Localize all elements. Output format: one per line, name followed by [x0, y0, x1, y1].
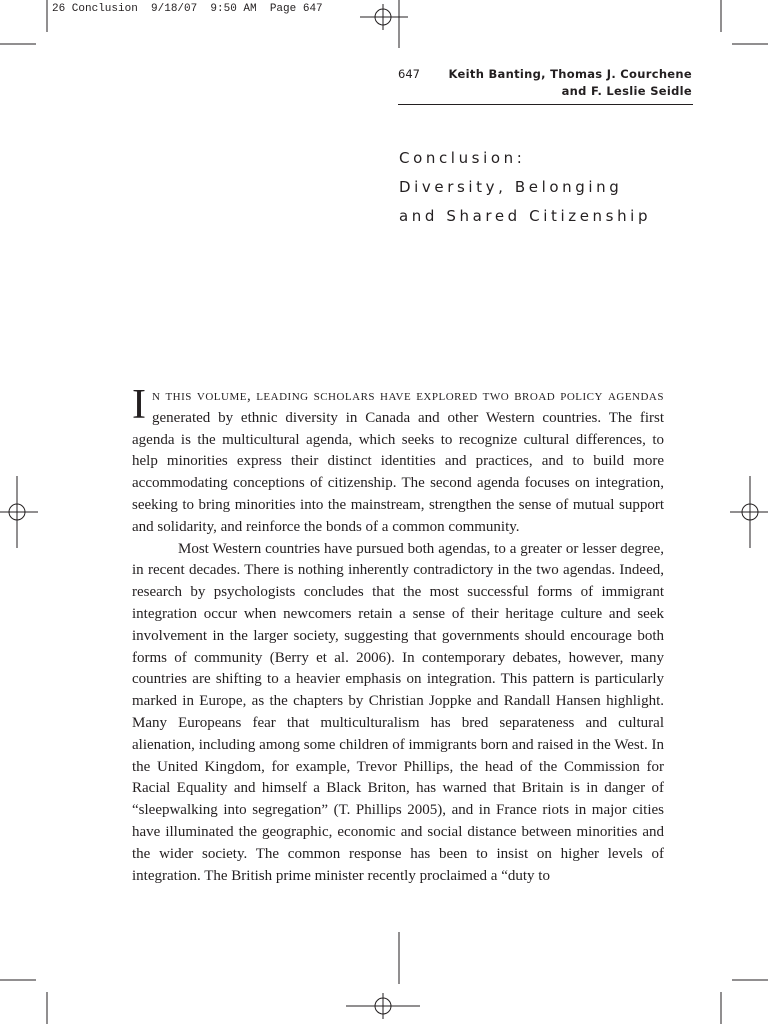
body-text [132, 382, 664, 887]
running-head-authors-line2: and F. Leslie Seidle [561, 84, 692, 98]
paragraph-2: Most Western countries have pursued both agendas, to a greater or lesser degree, in recent decades. There is nothing inherently contradictory in the two agendas. Indeed, research by psychologists concludes that the most successful forms of immigrant integration occur when newcomers retain a sense of their heritage culture and seek involvement in the larger society, suggesting that governments should encourage both forms of community (Berry et al. 2006). In contemporary debates, however, many countries are shifting to a heavier emphasis on integration. This pattern is particularly marked in Europe, as the chapters by Christian Joppke and Randall Hansen highlight. Many Europeans fear that multiculturalism has bred separateness and cultural alienation, including among some children of immigrants born and raised in the West. In the United Kingdom, for example, Trevor Phillips, the head of the Commission for Racial Equality and himself a Black Briton, has warned that Britain is in danger of “sleepwalking into segregation” (T. Phillips 2005), and in France riots in major cities have illuminated the geographic, economic and social distance between minorities and the wider society. The common response has been to insist on higher levels of integration. The British prime minister recently proclaimed a “duty to [132, 540, 664, 884]
paragraph-1-text: generated by ethnic diversity in Canada and other Western countries. The first agenda is the multicultural agenda, which seeks to recognize cultural differences, to help minorities express their distinct identities and practices, and to build more accommodating conceptions of citizenship. The second agenda focuses on integration, seeking to bring minorities into the mainstream, strengthen the sense of mutual support and solidarity, and reinforce the bonds of a common community. [132, 409, 664, 535]
chapter-title-line3: and Shared Citizenship [399, 207, 652, 225]
lead-in-smallcaps: n this volume, leading scholars have explored two broad policy agendas [152, 388, 664, 404]
running-head-authors-line1: Keith Banting, Thomas J. Courchene [448, 67, 692, 81]
chapter-title-line1: Conclusion: [399, 149, 526, 167]
running-head [398, 66, 692, 100]
page-number: 647 [398, 67, 420, 81]
print-slug: 26 Conclusion 9/18/07 9:50 AM Page 647 [52, 3, 323, 15]
running-head-rule [398, 104, 693, 105]
paragraph-1 [132, 382, 664, 539]
chapter-title-line2: Diversity, Belonging [399, 178, 623, 196]
drop-cap: I [132, 382, 146, 428]
chapter-title [399, 144, 651, 231]
